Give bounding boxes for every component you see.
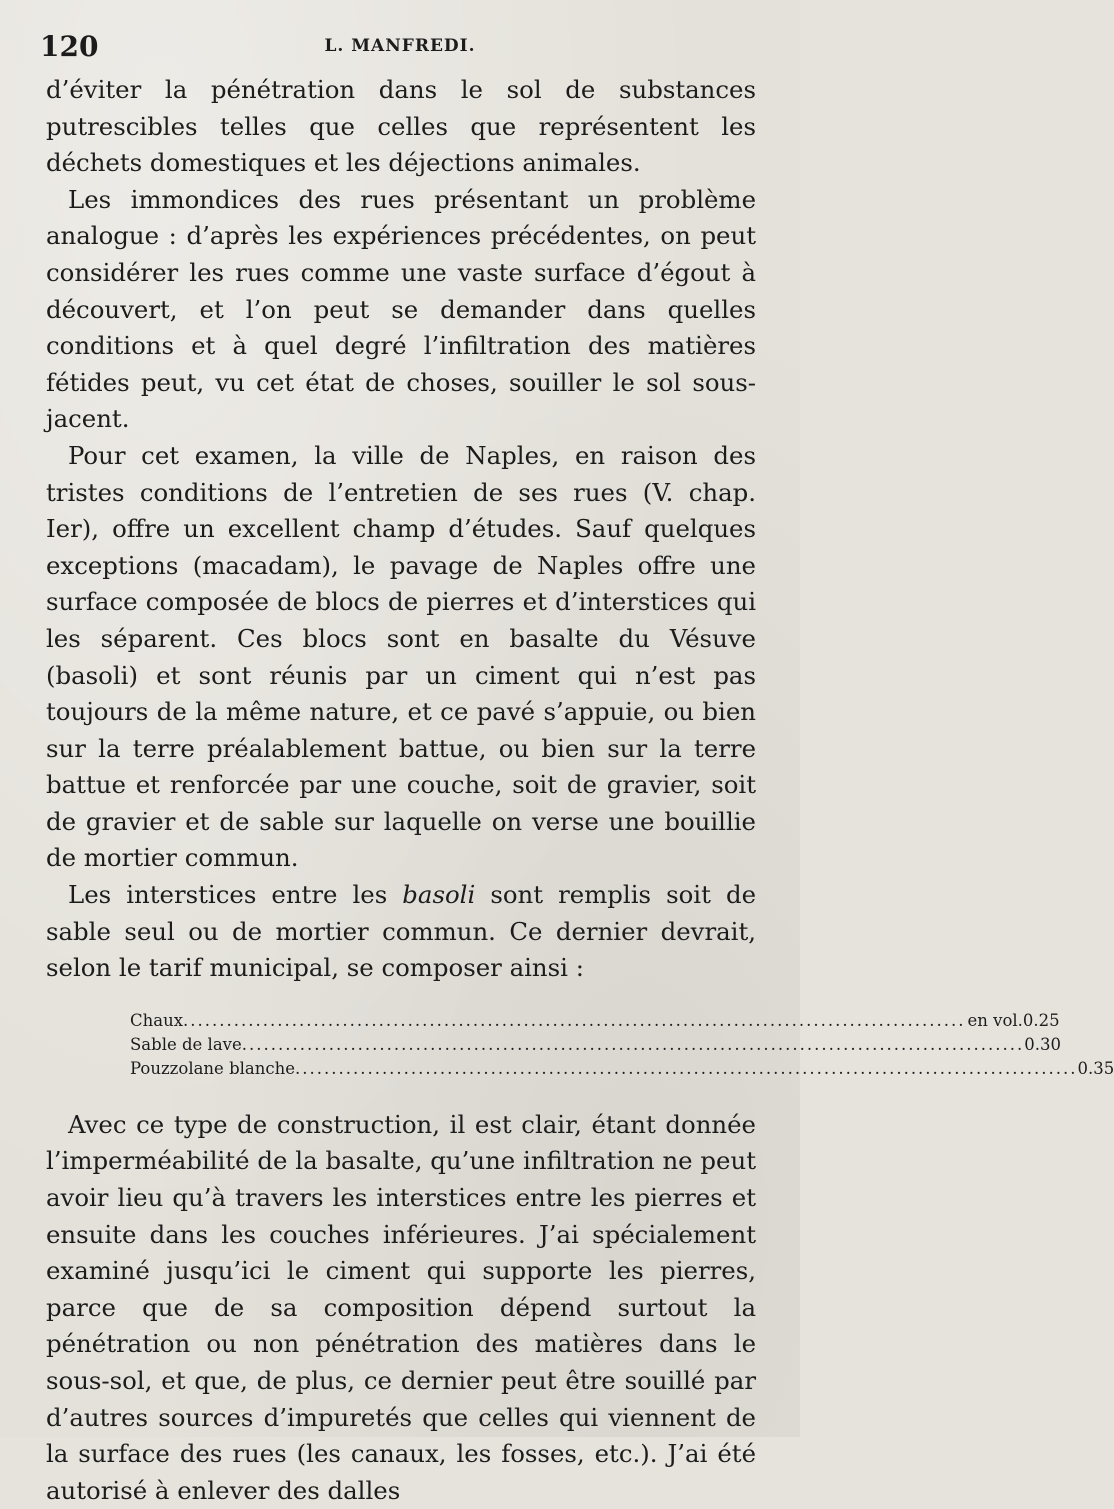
- ingredient-name: Sable de lave: [130, 1034, 242, 1054]
- table-row: [130, 1033, 1061, 1057]
- page-number: 120: [40, 30, 99, 63]
- paragraph-4-italic-term: basoli: [402, 880, 476, 910]
- paragraph-3: Pour cet examen, la ville de Naples, en raison des tristes conditions de l’entretien de ses rues (V. chap. Ier), offre un excellent champ d’études. Sauf quelques exceptions (macadam), le pavage de Naples offre une surface composée de blocs de pierres et d’interstices qui les séparent. Ces blocs sont en basalte du Vésuve (basoli) et sont réunis par un ciment qui n’est pas toujours de la même nature, et ce pavé s’appuie, ou bien sur la terre préalablement battue, ou bien sur la terre battue et renforcée par une couche, soit de gravier, soit de gravier et de sable sur laquelle on verse une bouillie de mortier commun.: [46, 440, 756, 873]
- table-row: [130, 1057, 1114, 1081]
- table-row: [130, 1009, 1060, 1033]
- paragraph-2: Les immondices des rues présentant un problème analogue : d’après les expériences précédentes, on peut considérer les rues comme une vaste surface d’égout à découvert, et l’on peut se demander dans quelles conditions et à quel degré l’infiltration des matières fétides peut, vu cet état de choses, souiller le sol sous-jacent.: [46, 184, 756, 434]
- dot-leader: ............................................................................................................: [183, 1010, 966, 1030]
- running-head: L. MANFREDI.: [324, 36, 476, 56]
- body-text: [46, 72, 1114, 1509]
- dot-leader: ............................................................................................................: [295, 1058, 1078, 1078]
- unit-label: en vol.: [967, 1010, 1023, 1030]
- paragraph-4: [46, 877, 756, 987]
- ingredient-value: 0.35: [1077, 1058, 1114, 1078]
- mortar-composition-table: [130, 1009, 1114, 1081]
- paragraph-1: d’éviter la pénétration dans le sol de substances putrescibles telles que celles que représentent les déchets domestiques et les déjections animales.: [46, 75, 756, 178]
- ingredient-value: 0.30: [1024, 1034, 1061, 1054]
- ingredient-name: Pouzzolane blanche: [130, 1058, 295, 1078]
- paragraph-5: Avec ce type de construction, il est clair, étant donnée l’imperméabilité de la basalte, qu’une infiltration ne peut avoir lieu qu’à travers les interstices entre les pierres et ensuite dans les couches inférieures. J’ai spécialement examiné jusqu’ici le ciment qui supporte les pierres, parce que de sa composition dépend surtout la pénétration ou non pénétration des matières dans le sous-sol, et que, de plus, ce dernier peut être souillé par d’autres sources d’impuretés que celles qui viennent de la surface des rues (les canaux, les fosses, etc.). J’ai été autorisé à enlever des dalles: [46, 1109, 756, 1505]
- ingredient-value: 0.25: [1022, 1010, 1060, 1030]
- page-header: [40, 30, 760, 70]
- paragraph-4-text-b: sont remplis soit de sable seul ou de mortier commun. Ce dernier devrait, selon le tarif municipal, se composer ainsi :: [46, 880, 756, 983]
- dot-leader: ............................................................................................................: [241, 1034, 1025, 1054]
- paragraph-4-text-a: Les interstices entre les: [68, 880, 403, 910]
- ingredient-name: Chaux: [130, 1010, 184, 1030]
